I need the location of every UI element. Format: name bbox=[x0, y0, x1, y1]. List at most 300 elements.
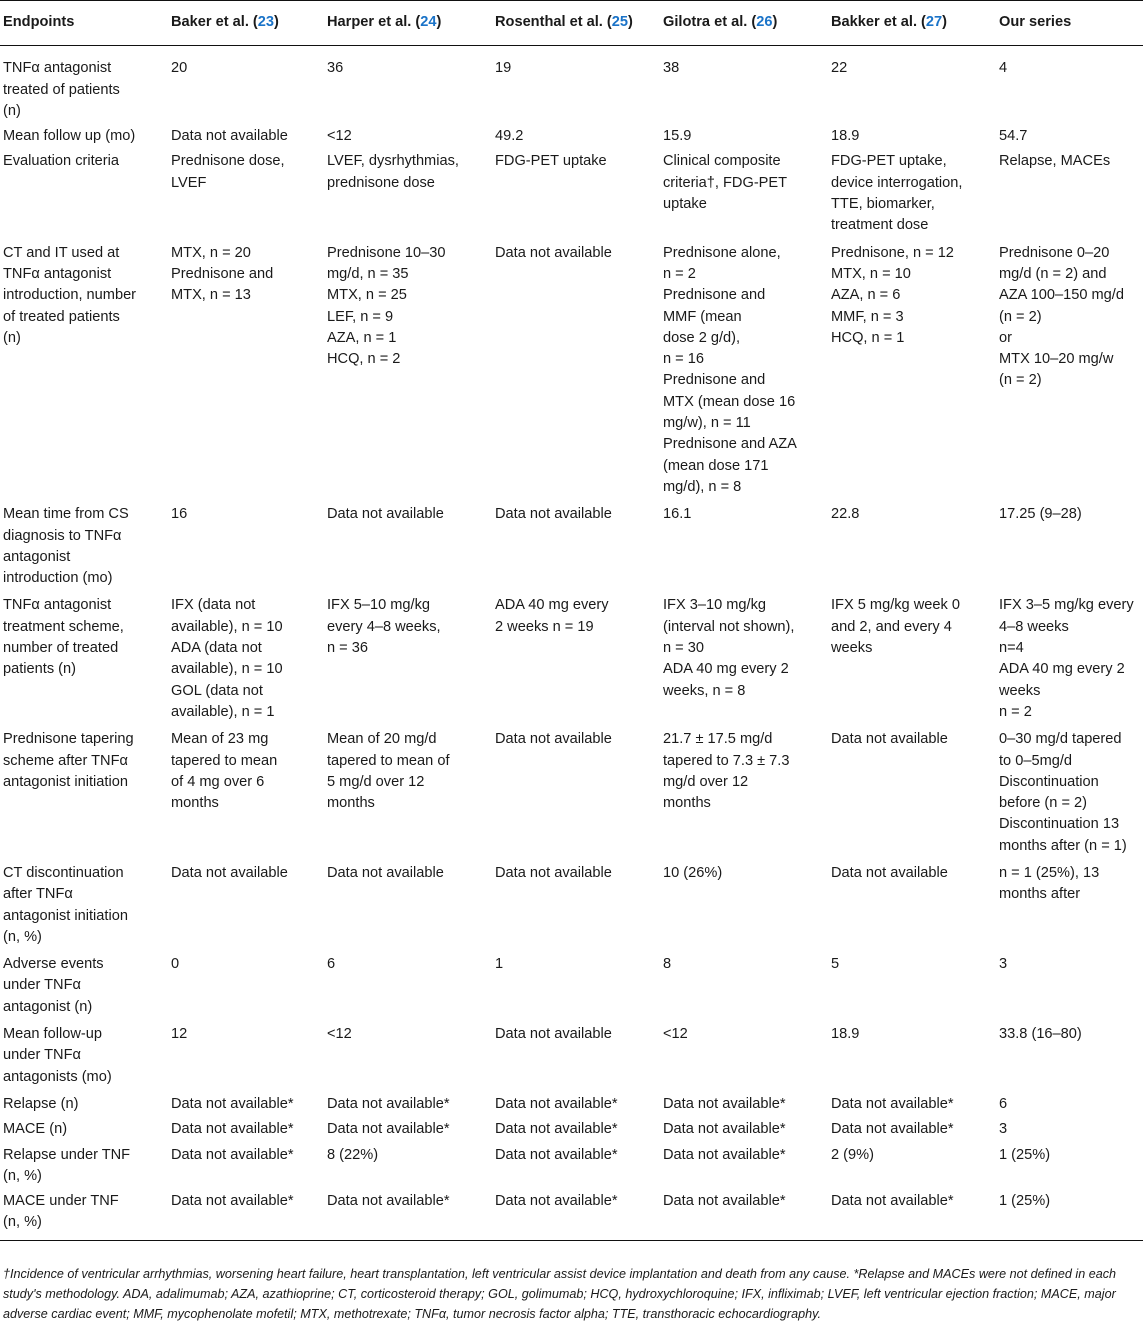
cell-line: GOL (data not bbox=[171, 682, 263, 699]
cell-line: 3 bbox=[999, 1121, 1008, 1138]
cell-line: (mean dose 171 bbox=[663, 457, 769, 474]
cell-line: Data not available* bbox=[495, 1121, 618, 1138]
cell-line: 4 bbox=[999, 60, 1008, 77]
cell-line: mg/w), n = 11 bbox=[663, 415, 751, 432]
cell-line: number of treated bbox=[3, 640, 119, 657]
table-cell bbox=[828, 861, 996, 952]
table-row bbox=[0, 502, 1143, 593]
table-cell bbox=[492, 46, 660, 124]
cell-line: 16 bbox=[171, 506, 188, 523]
cell-line: weeks bbox=[831, 640, 873, 657]
table-row bbox=[0, 124, 1143, 149]
table-row bbox=[0, 952, 1143, 1022]
cell-line: Data not available* bbox=[171, 1095, 294, 1112]
cell-line: months after (n = 1) bbox=[999, 837, 1127, 854]
column-header-4 bbox=[660, 1, 828, 46]
cell-line: 8 (22%) bbox=[327, 1146, 379, 1163]
cell-line: Relapse, MACEs bbox=[999, 153, 1111, 170]
cell-line: (n = 2) bbox=[999, 308, 1042, 325]
cell-line: (n, %) bbox=[3, 1214, 42, 1231]
column-header-tail: ) bbox=[772, 14, 778, 30]
column-header-tail: ) bbox=[628, 14, 633, 30]
cell-line: CT discontinuation bbox=[3, 864, 124, 881]
cell-line: Data not available* bbox=[495, 1193, 618, 1210]
row-label bbox=[0, 952, 168, 1022]
column-header-tail: ) bbox=[436, 14, 442, 30]
cell-line: 0 bbox=[171, 956, 180, 973]
cell-line: n = 1 (25%), 13 bbox=[999, 864, 1100, 881]
table-cell bbox=[996, 1117, 1143, 1142]
cell-line: treated of patients bbox=[3, 81, 120, 98]
cell-line: after TNFα bbox=[3, 886, 73, 903]
cell-line: diagnosis to TNFα bbox=[3, 527, 122, 544]
cell-line: FDG-PET uptake, bbox=[831, 153, 947, 170]
cell-line: 12 bbox=[171, 1026, 188, 1043]
column-header-text: Rosenthal et al. ( bbox=[495, 14, 612, 30]
cell-line: Relapse (n) bbox=[3, 1095, 79, 1112]
cell-line: antagonist (n) bbox=[3, 998, 93, 1015]
cell-line: device interrogation, bbox=[831, 174, 963, 191]
table-cell bbox=[324, 861, 492, 952]
row-label bbox=[0, 1022, 168, 1092]
cell-line: tapered to 7.3 ± 7.3 bbox=[663, 752, 790, 769]
table-cell bbox=[828, 46, 996, 124]
table-cell bbox=[996, 861, 1143, 952]
table-cell bbox=[996, 1022, 1143, 1092]
cell-line: Prednisone tapering bbox=[3, 731, 134, 748]
cell-line: MMF (mean bbox=[663, 308, 742, 325]
cell-line: Data not available* bbox=[663, 1193, 786, 1210]
cell-line: 49.2 bbox=[495, 128, 524, 145]
cell-line: n=4 bbox=[999, 640, 1024, 657]
cell-line: Prednisone and bbox=[663, 287, 766, 304]
reference-link[interactable]: 24 bbox=[420, 14, 437, 30]
cell-line: 1 (25%) bbox=[999, 1193, 1051, 1210]
cell-line: dose 2 g/d), bbox=[663, 329, 741, 346]
table-cell bbox=[324, 1092, 492, 1117]
column-header-6 bbox=[996, 1, 1143, 46]
table-cell bbox=[660, 952, 828, 1022]
cell-line: months bbox=[171, 795, 219, 812]
table-cell bbox=[168, 1143, 324, 1190]
cell-line: of treated patients bbox=[3, 308, 120, 325]
table-row bbox=[0, 1092, 1143, 1117]
cell-line: 5 mg/d over 12 bbox=[327, 773, 425, 790]
cell-line: MTX, n = 25 bbox=[327, 287, 407, 304]
table-cell bbox=[324, 727, 492, 861]
cell-line: LEF, n = 9 bbox=[327, 308, 394, 325]
cell-line: Data not available* bbox=[663, 1095, 786, 1112]
cell-line: available), n = 10 bbox=[171, 618, 283, 635]
cell-line: Data not available* bbox=[171, 1193, 294, 1210]
cell-line: MACE (n) bbox=[3, 1121, 68, 1138]
cell-line: CT and IT used at bbox=[3, 244, 120, 261]
table-body bbox=[0, 46, 1143, 1240]
reference-link[interactable]: 27 bbox=[925, 14, 943, 30]
cell-line: introduction, number bbox=[3, 287, 137, 304]
table-cell bbox=[996, 727, 1143, 861]
cell-line: n = 36 bbox=[327, 640, 368, 657]
cell-line: tapered to mean bbox=[171, 752, 278, 769]
table-cell bbox=[168, 1117, 324, 1142]
cell-line: AZA, n = 6 bbox=[831, 287, 901, 304]
table-cell bbox=[996, 241, 1143, 503]
cell-line: 15.9 bbox=[663, 128, 692, 145]
column-header-text: Endpoints bbox=[3, 14, 75, 30]
cell-line: n = 16 bbox=[663, 351, 704, 368]
cell-line: under TNFα bbox=[3, 977, 81, 994]
cell-line: 2 (9%) bbox=[831, 1146, 874, 1163]
table-cell bbox=[828, 149, 996, 240]
table-cell bbox=[324, 1143, 492, 1190]
cell-line: Mean of 23 mg bbox=[171, 731, 269, 748]
column-header-text: Baker et al. ( bbox=[171, 14, 258, 30]
cell-line: MTX, n = 10 bbox=[831, 265, 911, 282]
table-cell bbox=[660, 46, 828, 124]
cell-line: criteria†, FDG-PET bbox=[663, 174, 788, 191]
cell-line: 38 bbox=[663, 60, 680, 77]
cell-line: IFX 5–10 mg/kg bbox=[327, 597, 431, 614]
table-cell bbox=[168, 952, 324, 1022]
table-cell bbox=[324, 1189, 492, 1240]
row-label bbox=[0, 1143, 168, 1190]
cell-line: 10 (26%) bbox=[663, 864, 723, 881]
cell-line: Data not available* bbox=[831, 1121, 954, 1138]
table-cell bbox=[660, 861, 828, 952]
cell-line: weeks, n = 8 bbox=[663, 682, 746, 699]
table-cell bbox=[168, 1022, 324, 1092]
table-cell bbox=[324, 593, 492, 727]
row-label bbox=[0, 1117, 168, 1142]
table-cell bbox=[660, 1189, 828, 1240]
table-row bbox=[0, 1022, 1143, 1092]
table-cell bbox=[660, 1117, 828, 1142]
table-cell bbox=[492, 1092, 660, 1117]
table-cell bbox=[828, 1022, 996, 1092]
table-cell bbox=[492, 861, 660, 952]
cell-line: to 0–5mg/d bbox=[999, 752, 1073, 769]
cell-line: LVEF bbox=[171, 174, 207, 191]
column-header-0 bbox=[0, 1, 168, 46]
cell-line: Adverse events bbox=[3, 956, 104, 973]
cell-line: patients (n) bbox=[3, 661, 77, 678]
cell-line: weeks bbox=[999, 682, 1041, 699]
cell-line: 21.7 ± 17.5 mg/d bbox=[663, 731, 773, 748]
cell-line: Data not available* bbox=[171, 1121, 294, 1138]
table-cell bbox=[660, 1143, 828, 1190]
cell-line: scheme after TNFα bbox=[3, 752, 128, 769]
cell-line: MTX (mean dose 16 bbox=[663, 393, 796, 410]
cell-line: Data not available* bbox=[495, 1095, 618, 1112]
cell-line: TNFα antagonist bbox=[3, 597, 112, 614]
table-cell bbox=[492, 1143, 660, 1190]
table-row bbox=[0, 149, 1143, 240]
cell-line: or bbox=[999, 329, 1012, 346]
row-label bbox=[0, 1189, 168, 1240]
cell-line: Data not available bbox=[171, 128, 288, 145]
cell-line: 6 bbox=[999, 1095, 1008, 1112]
cell-line: treatment scheme, bbox=[3, 618, 124, 635]
cell-line: n = 30 bbox=[663, 640, 704, 657]
cell-line: (n) bbox=[3, 102, 21, 119]
cell-line: TNFα antagonist bbox=[3, 60, 112, 77]
table-cell bbox=[996, 502, 1143, 593]
cell-line: 18.9 bbox=[831, 128, 860, 145]
table-cell bbox=[996, 124, 1143, 149]
cell-line: MACE under TNF bbox=[3, 1193, 119, 1210]
cell-line: Prednisone, n = 12 bbox=[831, 244, 954, 261]
table-cell bbox=[828, 1143, 996, 1190]
column-header-2 bbox=[324, 1, 492, 46]
reference-link[interactable]: 23 bbox=[257, 14, 275, 30]
row-label bbox=[0, 124, 168, 149]
table-cell bbox=[492, 241, 660, 503]
table-cell bbox=[828, 593, 996, 727]
cell-line: ADA 40 mg every 2 bbox=[999, 661, 1125, 678]
table-cell bbox=[660, 1022, 828, 1092]
table-cell bbox=[996, 1189, 1143, 1240]
table-cell bbox=[324, 149, 492, 240]
cell-line: n = 2 bbox=[999, 703, 1032, 720]
table-cell bbox=[168, 46, 324, 124]
cell-line: Data not available* bbox=[327, 1095, 450, 1112]
cell-line: months bbox=[663, 795, 711, 812]
cell-line: (n) bbox=[3, 329, 21, 346]
table-cell bbox=[828, 952, 996, 1022]
cell-line: antagonist bbox=[3, 548, 71, 565]
cell-line: Prednisone and bbox=[663, 372, 766, 389]
table-row bbox=[0, 241, 1143, 503]
column-header-text: Our series bbox=[999, 14, 1072, 30]
cell-line: Discontinuation 13 bbox=[999, 816, 1120, 833]
cell-line: Data not available* bbox=[831, 1095, 954, 1112]
cell-line: HCQ, n = 2 bbox=[327, 351, 401, 368]
cell-line: Evaluation criteria bbox=[3, 153, 119, 170]
table-cell bbox=[168, 593, 324, 727]
cell-line: LVEF, dysrhythmias, bbox=[327, 153, 459, 170]
table-cell bbox=[660, 149, 828, 240]
table-cell bbox=[324, 1117, 492, 1142]
table-cell bbox=[492, 727, 660, 861]
cell-line: IFX 3–10 mg/kg bbox=[663, 597, 767, 614]
table-cell bbox=[996, 149, 1143, 240]
table-row bbox=[0, 861, 1143, 952]
cell-line: n = 2 bbox=[663, 265, 696, 282]
table-cell bbox=[324, 502, 492, 593]
cell-line: FDG-PET uptake bbox=[495, 153, 607, 170]
cell-line: 1 (25%) bbox=[999, 1146, 1051, 1163]
cell-line: Prednisone 10–30 bbox=[327, 244, 446, 261]
cell-line: Discontinuation bbox=[999, 773, 1099, 790]
cell-line: available), n = 10 bbox=[171, 661, 283, 678]
cell-line: 6 bbox=[327, 956, 336, 973]
cell-line: 54.7 bbox=[999, 128, 1028, 145]
column-header-text: Harper et al. ( bbox=[327, 14, 421, 30]
table-cell bbox=[324, 1022, 492, 1092]
table-cell bbox=[168, 124, 324, 149]
table-cell bbox=[828, 1092, 996, 1117]
cell-line: 5 bbox=[831, 956, 840, 973]
cell-line: Prednisone and AZA bbox=[663, 436, 797, 453]
table-cell bbox=[996, 46, 1143, 124]
cell-line: mg/d (n = 2) and bbox=[999, 265, 1107, 282]
cell-line: 22.8 bbox=[831, 506, 860, 523]
cell-line: 3 bbox=[999, 956, 1008, 973]
cell-line: Data not available bbox=[495, 1026, 612, 1043]
cell-line: ADA 40 mg every bbox=[495, 597, 609, 614]
table-cell bbox=[828, 241, 996, 503]
table-cell bbox=[996, 1143, 1143, 1190]
reference-link[interactable]: 26 bbox=[756, 14, 773, 30]
cell-line: introduction (mo) bbox=[3, 570, 113, 587]
cell-line: 8 bbox=[663, 956, 672, 973]
cell-line: Mean follow-up bbox=[3, 1026, 102, 1043]
cell-line: antagonist initiation bbox=[3, 773, 128, 790]
cell-line: months after bbox=[999, 886, 1081, 903]
table-cell bbox=[492, 1022, 660, 1092]
cell-line: 16.1 bbox=[663, 506, 692, 523]
cell-line: IFX 3–5 mg/kg every bbox=[999, 597, 1134, 614]
cell-line: mg/d), n = 8 bbox=[663, 478, 742, 495]
cell-line: antagonist initiation bbox=[3, 907, 128, 924]
table-row bbox=[0, 46, 1143, 124]
cell-line: prednisone dose bbox=[327, 174, 435, 191]
cell-line: <12 bbox=[663, 1026, 688, 1043]
table-cell bbox=[168, 241, 324, 503]
cell-line: 2 weeks n = 19 bbox=[495, 618, 594, 635]
table-cell bbox=[996, 952, 1143, 1022]
cell-line: Relapse under TNF bbox=[3, 1146, 131, 1163]
table-row bbox=[0, 1117, 1143, 1142]
table-cell bbox=[828, 502, 996, 593]
table-cell bbox=[168, 861, 324, 952]
cell-line: Data not available bbox=[831, 864, 948, 881]
cell-line: Clinical composite bbox=[663, 153, 781, 170]
cell-line: 36 bbox=[327, 60, 344, 77]
cell-line: ADA 40 mg every 2 bbox=[663, 661, 789, 678]
cell-line: tapered to mean of bbox=[327, 752, 450, 769]
table-cell bbox=[492, 1189, 660, 1240]
table-cell bbox=[168, 1092, 324, 1117]
cell-line: Mean follow up (mo) bbox=[3, 128, 136, 145]
table-cell bbox=[996, 1092, 1143, 1117]
cell-line: AZA 100–150 mg/d bbox=[999, 287, 1124, 304]
cell-line: every 4–8 weeks, bbox=[327, 618, 441, 635]
row-label bbox=[0, 502, 168, 593]
cell-line: Prednisone alone, bbox=[663, 244, 781, 261]
cell-line: Data not available bbox=[327, 864, 444, 881]
cell-line: TTE, biomarker, bbox=[831, 196, 935, 213]
table-cell bbox=[324, 241, 492, 503]
cell-line: (interval not shown), bbox=[663, 618, 795, 635]
table-cell bbox=[168, 727, 324, 861]
cell-line: Data not available* bbox=[663, 1146, 786, 1163]
cell-line: IFX 5 mg/kg week 0 bbox=[831, 597, 960, 614]
table-cell bbox=[828, 1189, 996, 1240]
cell-line: (n = 2) bbox=[999, 372, 1042, 389]
table-cell bbox=[492, 124, 660, 149]
cell-line: Data not available bbox=[171, 864, 288, 881]
column-header-text: Bakker et al. ( bbox=[831, 14, 926, 30]
cell-line: <12 bbox=[327, 128, 352, 145]
cell-line: 19 bbox=[495, 60, 512, 77]
column-header-tail: ) bbox=[942, 14, 948, 30]
cell-line: 22 bbox=[831, 60, 848, 77]
table-cell bbox=[828, 727, 996, 861]
cell-line: (n, %) bbox=[3, 1167, 42, 1184]
cell-line: Mean time from CS bbox=[3, 506, 129, 523]
cell-line: mg/d, n = 35 bbox=[327, 265, 409, 282]
table-row bbox=[0, 1143, 1143, 1190]
table-cell bbox=[168, 502, 324, 593]
cell-line: MMF, n = 3 bbox=[831, 308, 904, 325]
cell-line: 4–8 weeks bbox=[999, 618, 1069, 635]
table-cell bbox=[324, 46, 492, 124]
cell-line: Data not available* bbox=[327, 1121, 450, 1138]
table-footnote: †Incidence of ventricular arrhythmias, worsening heart failure, heart transplantation, left ventricular assist device implantation and death from any cause. *Relapse and MACEs were not defined in each study's methodology. ADA, adalimumab; AZA, azathioprine; CT, corticosteroid therapy; GOL, golimumab; HCQ, hydroxychloroquine; IFX, infliximab; LVEF, left ventricular ejection fraction; MACE, major adverse cardiac event; MMF, mycophenolate mofetil; MTX, methotrexate; TNFα, tumor necrosis factor alpha; TTE, transthoracic echocardiography. bbox=[3, 1267, 1117, 1321]
table-row bbox=[0, 593, 1143, 727]
cell-line: 33.8 (16–80) bbox=[999, 1026, 1082, 1043]
table-cell bbox=[660, 727, 828, 861]
table-cell bbox=[324, 124, 492, 149]
table-cell bbox=[324, 952, 492, 1022]
cell-line: under TNFα bbox=[3, 1047, 81, 1064]
cell-line: months bbox=[327, 795, 375, 812]
table-cell bbox=[492, 952, 660, 1022]
table-cell bbox=[996, 593, 1143, 727]
row-label bbox=[0, 861, 168, 952]
cell-line: <12 bbox=[327, 1026, 352, 1043]
table-row bbox=[0, 1189, 1143, 1240]
table-cell bbox=[492, 593, 660, 727]
cell-line: antagonists (mo) bbox=[3, 1068, 112, 1085]
column-header-text: Gilotra et al. ( bbox=[663, 14, 757, 30]
cell-line: Data not available* bbox=[495, 1146, 618, 1163]
reference-link[interactable]: 25 bbox=[611, 14, 629, 30]
table-cell bbox=[660, 502, 828, 593]
cell-line: Data not available bbox=[495, 244, 612, 261]
cell-line: Data not available* bbox=[327, 1193, 450, 1210]
row-label bbox=[0, 241, 168, 503]
cell-line: and 2, and every 4 bbox=[831, 618, 952, 635]
cell-line: 1 bbox=[495, 956, 504, 973]
cell-line: ADA (data not bbox=[171, 640, 262, 657]
cell-line: mg/d over 12 bbox=[663, 773, 749, 790]
cell-line: of 4 mg over 6 bbox=[171, 773, 265, 790]
cell-line: treatment dose bbox=[831, 217, 929, 234]
cell-line: MTX 10–20 mg/w bbox=[999, 351, 1114, 368]
cell-line: IFX (data not bbox=[171, 597, 256, 614]
cell-line: Data not available bbox=[327, 506, 444, 523]
table-cell bbox=[660, 241, 828, 503]
column-header-3 bbox=[492, 1, 660, 46]
row-label bbox=[0, 46, 168, 124]
cell-line: (n, %) bbox=[3, 928, 42, 945]
cell-line: Data not available bbox=[495, 864, 612, 881]
cell-line: Prednisone 0–20 bbox=[999, 244, 1110, 261]
cell-line: Data not available bbox=[831, 731, 948, 748]
table-cell bbox=[492, 502, 660, 593]
table-row bbox=[0, 727, 1143, 861]
column-header-1 bbox=[168, 1, 324, 46]
table-cell bbox=[168, 149, 324, 240]
cell-line: Data not available bbox=[495, 731, 612, 748]
table-cell bbox=[168, 1189, 324, 1240]
table-cell bbox=[660, 593, 828, 727]
cell-line: Prednisone and bbox=[171, 265, 274, 282]
cell-line: available), n = 1 bbox=[171, 703, 275, 720]
table-cell bbox=[828, 124, 996, 149]
